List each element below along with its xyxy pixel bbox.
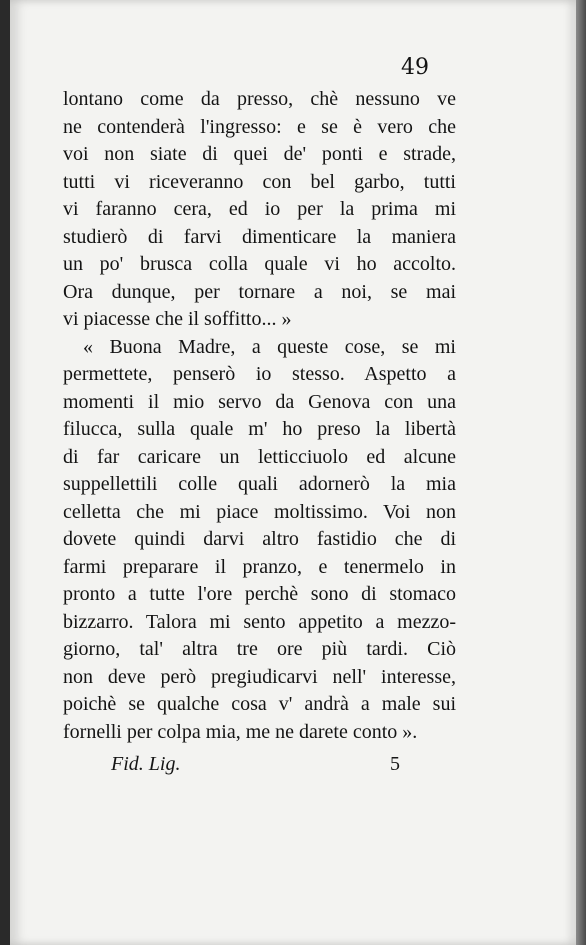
text-line: ne contenderà l'ingresso: e se è vero che <box>63 115 456 138</box>
text-line: suppellettili colle quali adornerò la mia <box>63 473 456 495</box>
text-line: dovete quindi darvi altro fastidio che di <box>63 528 456 550</box>
footer-signature: Fid. Lig. <box>111 753 181 775</box>
text-line: vi faranno cera, ed io per la prima mi <box>63 198 456 220</box>
text-line: studierò di farvi dimenticare la maniera <box>63 225 456 248</box>
text-line: fornelli per colpa mia, me ne darete conto ». <box>63 720 418 743</box>
text-line: permettete, penserò io stesso. Aspetto a <box>63 363 456 385</box>
book-page <box>10 0 576 945</box>
text-line: bizzarro. Talora mi sento appetito a mezzo- <box>63 610 456 633</box>
text-line: celletta che mi piace moltissimo. Voi non <box>63 500 456 523</box>
text-line: « Buona Madre, a queste cose, se mi <box>83 335 456 358</box>
page-right-edge <box>576 0 586 945</box>
footer-number: 5 <box>390 753 400 775</box>
text-line: farmi preparare il pranzo, e tenermelo in <box>63 555 456 578</box>
text-line: tutti vi riceveranno con bel garbo, tutti <box>63 170 456 193</box>
text-line: giorno, tal' altra tre ore più tardi. Ciò <box>63 638 456 660</box>
page-body-text <box>63 86 456 746</box>
text-line: poichè se qualche cosa v' andrà a male sui <box>63 693 456 715</box>
text-line: vi piacesse che il soffitto... » <box>63 308 292 330</box>
text-line: di far caricare un letticciuolo ed alcune <box>63 445 456 468</box>
text-line: lontano come da presso, chè nessuno ve <box>63 88 456 110</box>
text-line: momenti il mio servo da Genova con una <box>63 390 456 413</box>
text-line: non deve però pregiudicarvi nell' interesse, <box>63 665 456 688</box>
text-line: Ora dunque, per tornare a noi, se mai <box>63 280 456 303</box>
text-line: un po' brusca colla quale vi ho accolto. <box>63 253 456 275</box>
text-line: filucca, sulla quale m' ho preso la libertà <box>63 418 456 440</box>
text-line: voi non siate di quei de' ponti e strade, <box>63 143 456 165</box>
text-line: pronto a tutte l'ore perchè sono di stomaco <box>63 583 456 605</box>
page-number: 49 <box>401 55 429 80</box>
